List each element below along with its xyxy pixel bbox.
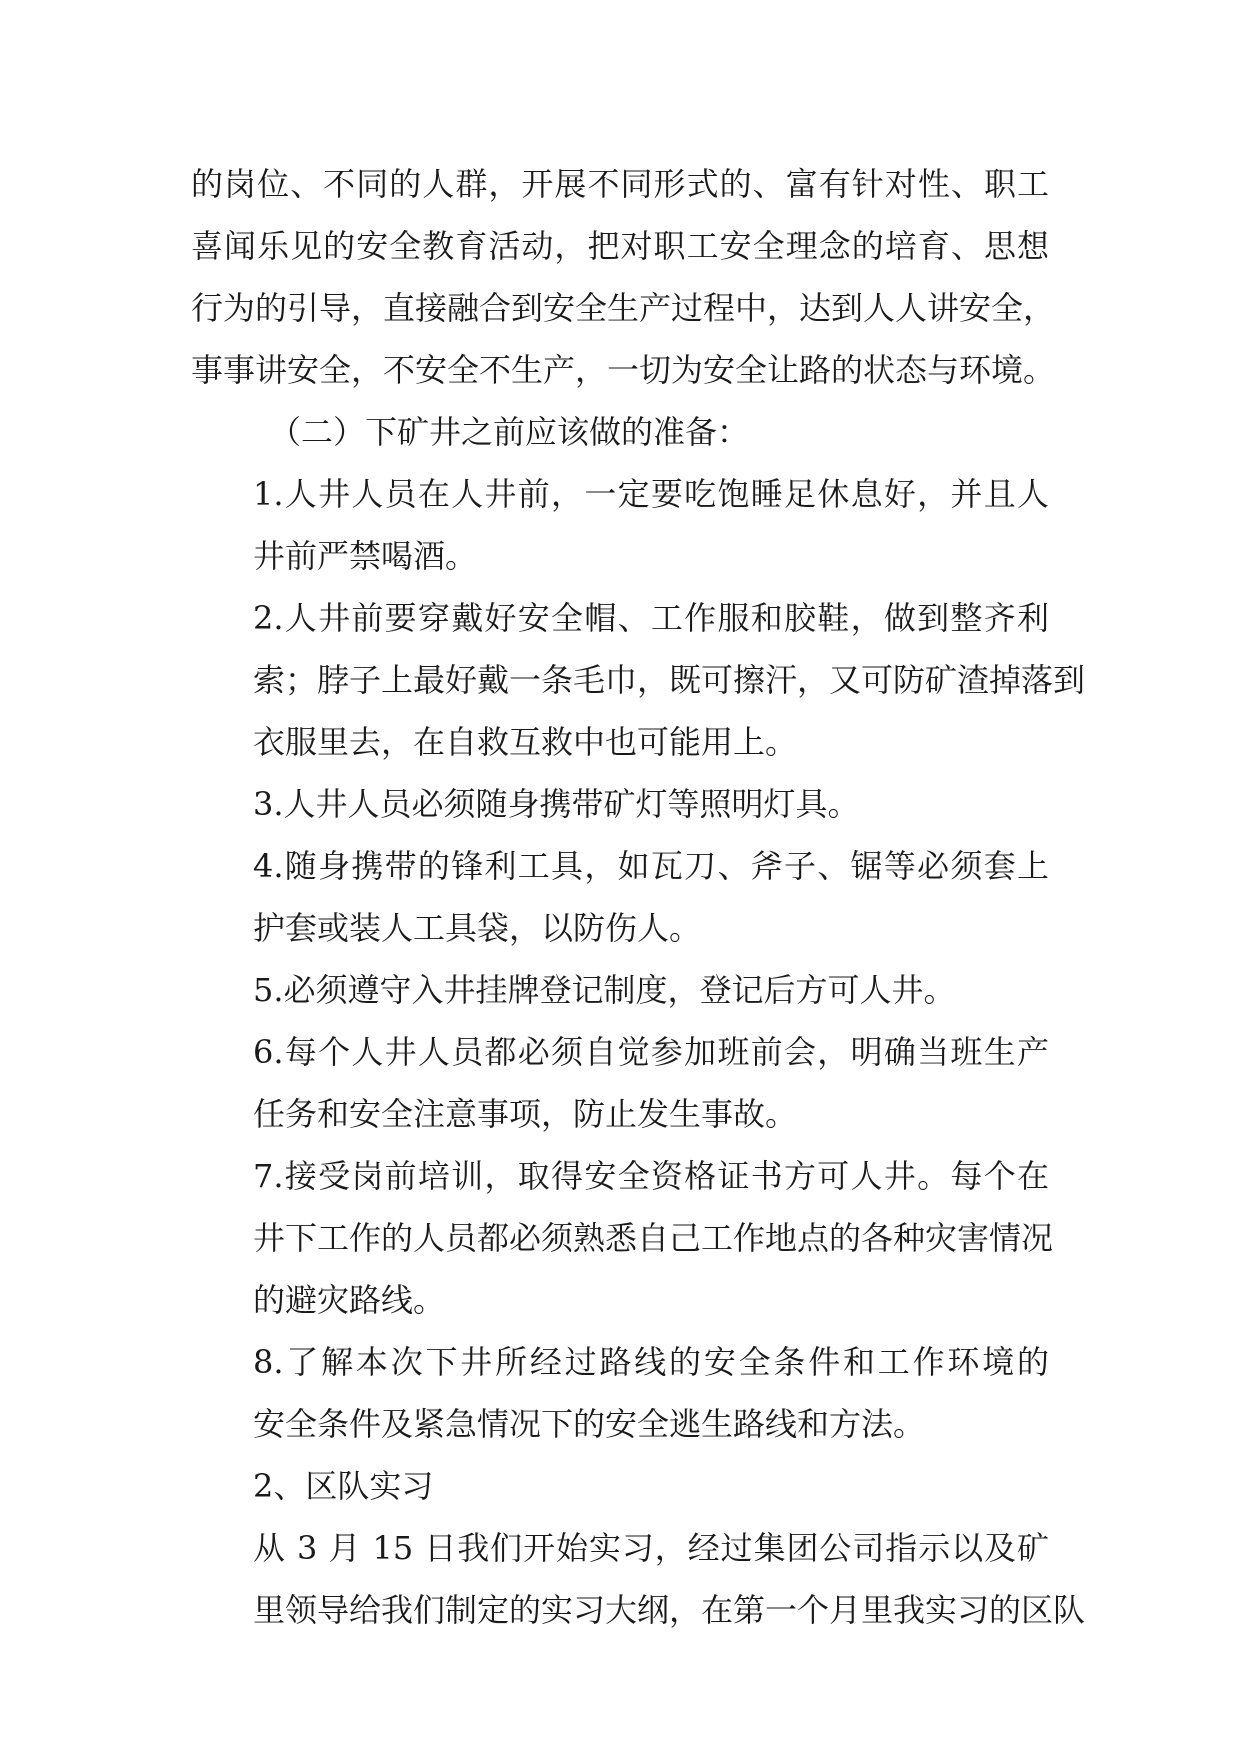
text-line: 2.人井前要穿戴好安全帽、工作服和胶鞋，做到整齐利 [253, 599, 1049, 637]
text-line: 井前严禁喝酒。 [253, 537, 478, 575]
section-heading-preparation [191, 401, 1049, 463]
list-item-8 [191, 1331, 1049, 1455]
text-line: 6.每个人井人员都必须自觉参加班前会，明确当班生产 [253, 1033, 1049, 1071]
text-line: 从 3 月 15 日我们开始实习，经过集团公司指示以及矿 [253, 1529, 1049, 1567]
text-line: 1.人井人员在人井前，一定要吃饱睡足休息好，并且人 [253, 475, 1049, 513]
text-line: 的岗位、不同的人群，开展不同形式的、富有针对性、职工 [191, 165, 1049, 203]
list-item-1 [191, 463, 1049, 587]
list-item-4 [191, 835, 1049, 959]
text-line: 井下工作的人员都必须熟悉自己工作地点的各种灾害情况 [253, 1219, 1054, 1257]
text-line: 8.了解本次下井所经过路线的安全条件和工作环境的 [253, 1343, 1049, 1381]
list-item-2 [191, 587, 1086, 773]
paragraph-internship-start [191, 1517, 1086, 1641]
list-item-6 [191, 1021, 1049, 1145]
text-line: 2、区队实习 [253, 1467, 434, 1505]
text-line: 任务和安全注意事项，防止发生事故。 [253, 1095, 798, 1133]
section-heading-team-internship [191, 1455, 1049, 1517]
text-line: 7.接受岗前培训，取得安全资格证书方可人井。每个在 [253, 1157, 1049, 1195]
text-line: 喜闻乐见的安全教育活动，把对职工安全理念的培育、思想 [191, 227, 1049, 265]
list-item-3 [191, 773, 1049, 835]
text-line: （二）下矿井之前应该做的准备： [269, 413, 750, 451]
text-line: 的避灾路线。 [253, 1281, 446, 1319]
paragraph-safety-education [191, 153, 1056, 401]
body-text [191, 153, 1086, 1641]
text-line: 护套或装人工具袋，以防伤人。 [253, 909, 702, 947]
text-line: 索；脖子上最好戴一条毛巾，既可擦汗，又可防矿渣掉落到 [253, 661, 1086, 699]
text-line: 行为的引导，直接融合到安全生产过程中，达到人人讲安全， [191, 289, 1056, 327]
text-line: 5.必须遵守入井挂牌登记制度，登记后方可人井。 [253, 971, 956, 1009]
text-line: 衣服里去，在自救互救中也可能用上。 [253, 723, 798, 761]
text-line: 4.随身携带的锋利工具，如瓦刀、斧子、锯等必须套上 [253, 847, 1049, 885]
text-line: 里领导给我们制定的实习大纲，在第一个月里我实习的区队 [253, 1591, 1086, 1629]
text-line: 3.人井人员必须随身携带矿灯等照明灯具。 [253, 785, 860, 823]
list-item-5 [191, 959, 1049, 1021]
text-line: 安全条件及紧急情况下的安全逃生路线和方法。 [253, 1405, 926, 1443]
list-item-7 [191, 1145, 1054, 1331]
text-line: 事事讲安全，不安全不生产，一切为安全让路的状态与环境。 [191, 351, 1056, 389]
